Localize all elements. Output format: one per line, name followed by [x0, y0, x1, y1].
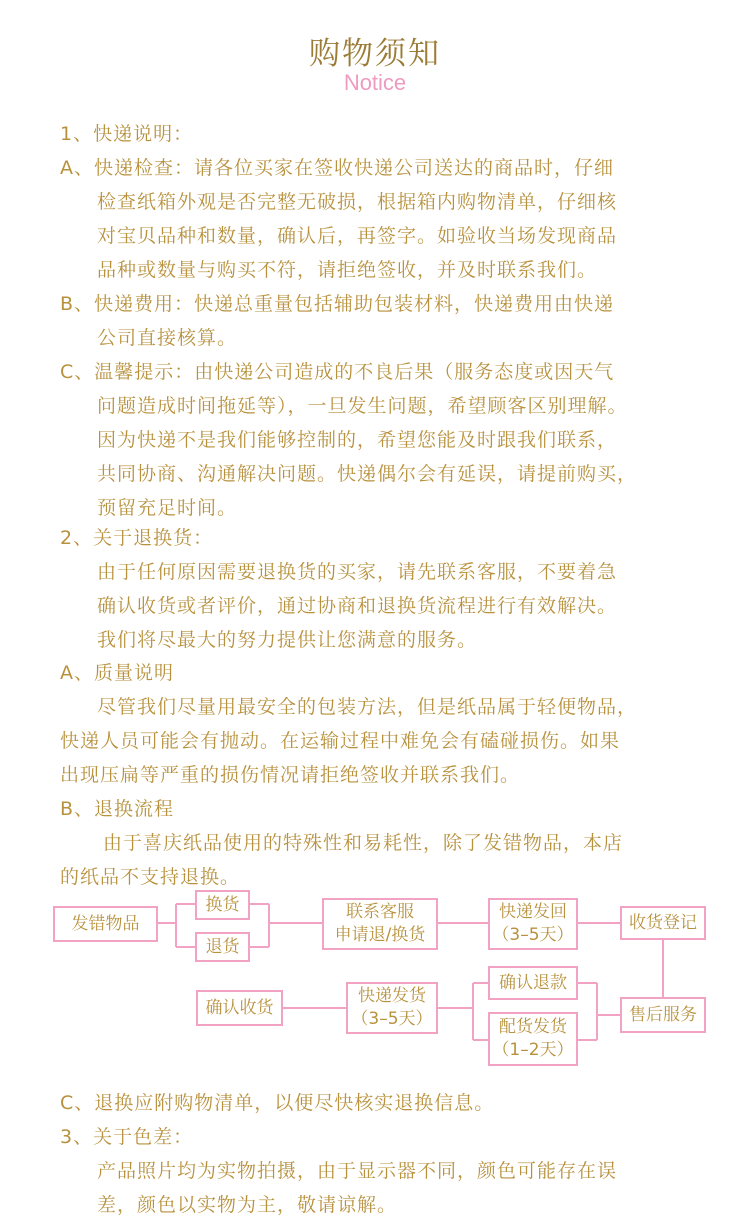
process-heading: B、退换流程: [60, 798, 175, 820]
page-subtitle: Notice: [343, 70, 407, 95]
paragraph-line: 快递人员可能会有抛动。在运输过程中难免会有磕碰损伤。如果: [60, 730, 621, 752]
paragraph-line: 确认收货或者评价，通过协商和退换货流程进行有效解决。: [97, 595, 618, 617]
paragraph-line: 品种或数量与购买不符，请拒绝签收，并及时联系我们。: [97, 259, 598, 281]
express-fee-line: B、快递费用：快递总重量包括辅助包装材料，快递费用由快递: [60, 293, 615, 315]
section-3-heading: 3、关于色差：: [60, 1126, 194, 1148]
paragraph-line: 出现压扁等严重的损伤情况请拒绝签收并联系我们。: [60, 764, 521, 786]
flow-node-exchange: 换货: [195, 890, 250, 920]
paragraph-line: 因为快递不是我们能够控制的，希望您能及时跟我们联系，: [97, 429, 618, 451]
paragraph-line: 对宝贝品种和数量，确认后，再签字。如验收当场发现商品: [97, 225, 618, 247]
paragraph-line: 预留充足时间。: [97, 497, 238, 519]
paragraph-line: 差，颜色以实物为主，敬请谅解。: [97, 1194, 398, 1216]
paragraph-line: 公司直接核算。: [97, 327, 238, 349]
flow-node-confirm-refund: 确认退款: [488, 966, 578, 1000]
flow-node-return: 退货: [195, 932, 250, 962]
paragraph-line: 检查纸箱外观是否完整无破损，根据箱内购物清单，仔细核: [97, 191, 618, 213]
paragraph-line: 我们将尽最大的努力提供让您满意的服务。: [97, 629, 478, 651]
section-1-heading: 1、快递说明：: [60, 123, 194, 145]
quality-heading: A、质量说明: [60, 662, 174, 684]
flow-node-restock: 配货发货 （1–2天）: [488, 1012, 578, 1066]
paragraph-line: 产品照片均为实物拍摄，由于显示器不同，颜色可能存在误: [97, 1160, 618, 1182]
flow-node-ship: 快递发货 （3–5天）: [346, 982, 438, 1034]
flow-node-after-sales: 售后服务: [620, 997, 706, 1033]
flow-node-contact-cs: 联系客服 申请退/换货: [322, 898, 438, 950]
page-title: 购物须知: [309, 36, 441, 72]
paragraph-line: 的纸品不支持退换。: [60, 866, 241, 888]
flow-node-courier-back: 快递发回 （3–5天）: [488, 898, 578, 950]
paragraph-line: 由于喜庆纸品使用的特殊性和易耗性，除了发错物品，本店: [103, 832, 624, 854]
return-list-line: C、退换应附购物清单，以便尽快核实退换信息。: [60, 1092, 495, 1114]
flow-node-wrong-item: 发错物品: [53, 906, 158, 942]
flow-node-confirm-receipt: 确认收货: [196, 990, 283, 1026]
paragraph-line: 由于任何原因需要退换货的买家，请先联系客服，不要着急: [97, 561, 618, 583]
paragraph-line: 共同协商、沟通解决问题。快递偶尔会有延误，请提前购买，: [97, 463, 638, 485]
flow-node-receive-log: 收货登记: [620, 906, 706, 940]
express-check-line: A、快递检查：请各位买家在签收快递公司送达的商品时，仔细: [60, 157, 614, 179]
paragraph-line: 尽管我们尽量用最安全的包装方法，但是纸品属于轻便物品，: [97, 696, 638, 718]
section-2-heading: 2、关于退换货：: [60, 527, 214, 549]
warm-tip-line: C、温馨提示：由快递公司造成的不良后果（服务态度或因天气: [60, 361, 615, 383]
paragraph-line: 问题造成时间拖延等），一旦发生问题，希望顾客区别理解。: [97, 395, 628, 417]
